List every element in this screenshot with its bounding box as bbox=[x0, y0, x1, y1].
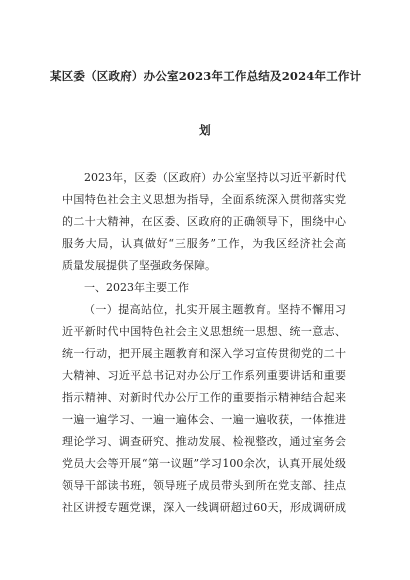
paragraph-line: 理论学习、调查研究、推动发展、检视整改，通过室务会 bbox=[62, 435, 346, 448]
paragraph-line: 党员大会等开展“第一议题”学习100余次，认真开展处级 bbox=[62, 457, 346, 470]
paragraph-line: 统一行动，把开展主题教育和深入学习宣传贯彻党的二十 bbox=[62, 347, 346, 360]
paragraph-line: 近平新时代中国特色社会主义思想统一思想、统一意志、 bbox=[62, 325, 346, 338]
paragraph-line: 服务大局，认真做好“三服务”工作，为我区经济社会高 bbox=[62, 237, 346, 250]
paragraph-line: 一遍一遍学习、一遍一遍体会、一遍一遍收获，一体推进 bbox=[62, 413, 346, 426]
paragraph-line: 社区讲授专题党课，深入一线调研超过60天，形成调研成 bbox=[62, 501, 346, 514]
paragraph-line: 的二十大精神，在区委、区政府的正确领导下，围绕中心 bbox=[62, 215, 346, 228]
section-heading: 一、2023年主要工作 bbox=[84, 281, 189, 294]
paragraph-line: 指示精神、对新时代办公厅工作的重要指示精神结合起来 bbox=[62, 391, 346, 404]
paragraph-line: （一）提高站位，扎实开展主题教育。坚持不懈用习 bbox=[84, 303, 346, 316]
paragraph-line: 2023年，区委（区政府）办公室坚持以习近平新时代 bbox=[84, 171, 346, 184]
document-title: 某区委（区政府）办公室2023年工作总结及2024年工作计 bbox=[50, 69, 362, 83]
paragraph-line: 大精神、习近平总书记对办公厅工作系列重要讲话和重要 bbox=[62, 369, 346, 382]
paragraph-line: 中国特色社会主义思想为指导，全面系统深入贯彻落实党 bbox=[62, 193, 346, 206]
paragraph-line: 领导干部读书班，领导班子成员带头到所在党支部、挂点 bbox=[62, 479, 346, 492]
paragraph-line: 质量发展提供了坚强政务保障。 bbox=[62, 259, 216, 272]
document-title-continuation: 划 bbox=[199, 123, 211, 137]
